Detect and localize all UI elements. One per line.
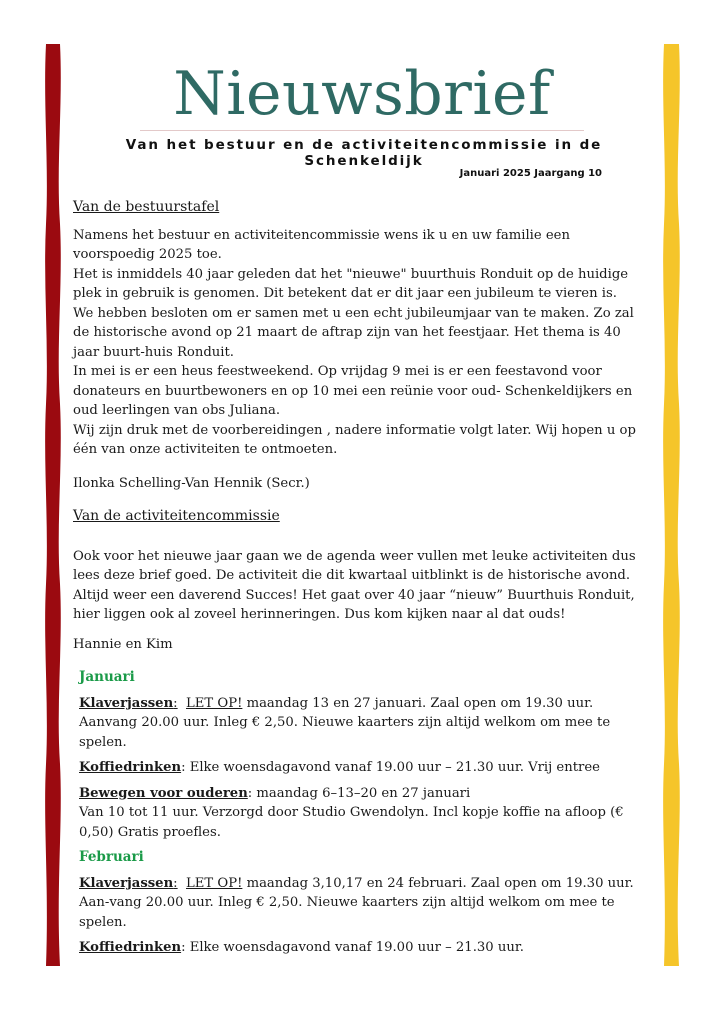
section-heading-bestuurstafel: Van de bestuurstafel: [73, 199, 220, 215]
item-note: LET OP!: [186, 875, 243, 891]
issue-info: Januari 2025 Jaargang 10: [459, 168, 602, 179]
item-text: : Elke woensdagavond vanaf 19.00 uur – 21.30 uur. Vrij entree: [181, 760, 600, 775]
item-text: : maandag 6–13–20 en 27 januari: [247, 785, 471, 801]
agenda-item-bewegen-details: Van 10 tot 11 uur. Verzorgd door Studio Gwendolyn. Incl kopje koffie na afloop (€ 0,50) Gratis proefles.: [79, 805, 624, 840]
paragraph: Het is inmiddels 40 jaar geleden dat het "nieuwe" buurthuis Ronduit op de huidige plek in gebruik is genomen. Dit betekent dat er dit jaar een jubileum te vieren is.: [73, 266, 629, 301]
spacer: [73, 625, 645, 635]
paragraph: Wij zijn druk met de voorbereidingen , nadere informatie volgt later. Wij hopen u op één van onze activiteiten te ontmoeten.: [73, 422, 636, 457]
newsletter-body: [73, 198, 645, 964]
paragraph: Namens het bestuur en activiteitencommissie wens ik u en uw familie een voorspoedig 2025 toe.: [73, 227, 570, 262]
month-heading-februari: Februari: [79, 849, 144, 865]
section-activiteitencommissie: [73, 507, 645, 654]
right-border-shape: [663, 44, 680, 966]
spacer: [73, 460, 645, 474]
left-decorative-border: [43, 44, 63, 966]
item-separator: :: [173, 695, 178, 711]
item-text: maandag 13 en 27 januari. Zaal open om 19.30 uur. Aanvang 20.00 uur. Inleg € 2,50. Nieuwe kaarters zijn altijd welkom om mee te spelen.: [79, 695, 611, 750]
agenda-februari: [73, 848, 645, 958]
item-label: Klaverjassen: [79, 695, 174, 711]
paragraph: We hebben besloten om er samen met u een echt jubileumjaar van te maken. Zo zal de historische avond op 21 maart de aftrap zijn van het feestjaar. Het thema is 40 jaar buurt-huis Ronduit.: [73, 305, 634, 360]
agenda-item-bewegen: [79, 784, 645, 804]
spacer: [73, 654, 645, 668]
newsletter-title: Nieuwsbrief: [173, 59, 551, 129]
title-divider: [140, 130, 584, 131]
agenda-item-klaverjassen: [79, 694, 645, 753]
item-text: : Elke woensdagavond vanaf 19.00 uur – 21.30 uur.: [181, 940, 524, 955]
signature-commissie: Hannie en Kim: [73, 636, 173, 652]
signature-secretary: Ilonka Schelling-Van Hennik (Secr.): [73, 475, 310, 491]
paragraph: In mei is er een heus feestweekend. Op vrijdag 9 mei is er een feestavond voor donateurs en buurtbewoners en op 10 mei een reünie voor oud- Schenkeldijkers en oud leerlingen van obs Juliana.: [73, 364, 633, 418]
left-border-wave: [43, 44, 63, 966]
section-heading-activiteitencommissie: Van de activiteitencommissie: [73, 508, 280, 524]
newsletter-subtitle: Van het bestuur en de activiteitencommissie in de Schenkeldijk: [125, 137, 603, 169]
item-note: LET OP!: [186, 695, 243, 711]
item-label: Koffiedrinken: [79, 940, 182, 955]
item-label: Klaverjassen: [79, 875, 174, 891]
agenda-item-koffiedrinken: [79, 758, 645, 778]
month-heading-januari: Januari: [79, 669, 135, 685]
item-label: Bewegen voor ouderen: [79, 785, 248, 801]
left-border-shape: [45, 44, 61, 966]
agenda-item-klaverjassen: [79, 874, 645, 933]
right-border-wave: [660, 44, 682, 966]
item-text: maandag 3,10,17 en 24 februari. Zaal open om 19.30 uur. Aan-vang 20.00 uur. Inleg € 2,50. Nieuwe kaarters zijn altijd welkom om mee te spelen.: [79, 875, 634, 930]
intro-paragraph: Ook voor het nieuwe jaar gaan we de agenda weer vullen met leuke activiteiten dus lees deze brief goed. De activiteit die dit kwartaal uitblinkt is de historische avond. Altijd weer een daverend Succes! Het gaat over 40 jaar “nieuw” Buurthuis Ronduit, hier liggen ook al zoveel herinneringen. Dus kom kijken naar al dat ouds!: [73, 548, 636, 622]
item-separator: :: [173, 875, 178, 891]
spacer: [73, 493, 645, 507]
agenda-januari: [73, 668, 645, 842]
section-bestuurstafel: [73, 198, 645, 493]
right-decorative-border: [660, 44, 682, 966]
agenda-item-koffiedrinken: [79, 938, 645, 958]
item-label: Koffiedrinken: [79, 760, 182, 775]
